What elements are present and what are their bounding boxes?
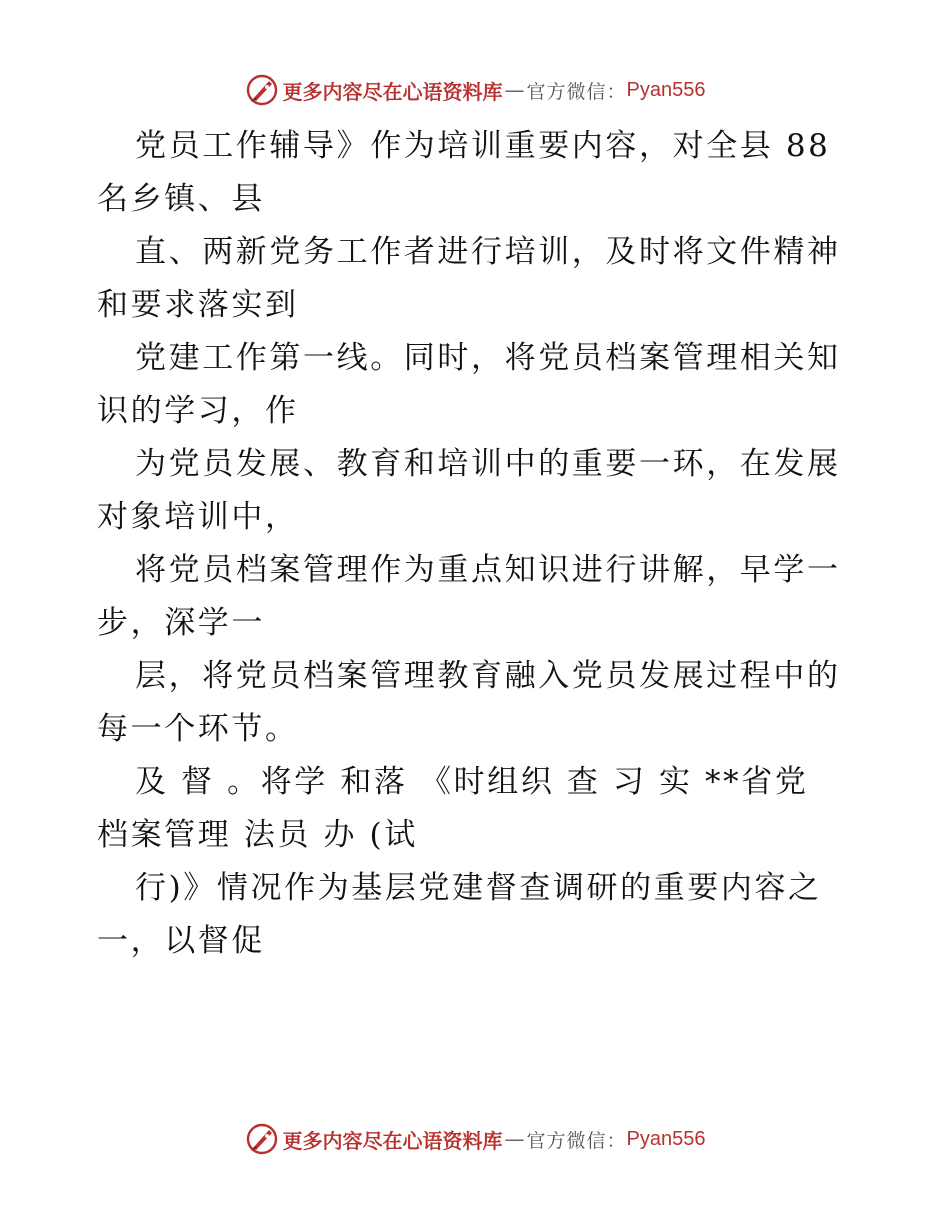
paragraph-line: 每一个环节。 xyxy=(97,711,299,747)
paragraph-line: 层，将党员档案管理教育融入党员发展过程中的 xyxy=(135,658,841,694)
paragraph-line: 及 督 。将学 和落 《时组织 查 习 实 **省党 xyxy=(135,764,809,800)
paragraph xyxy=(97,756,857,862)
paragraph-line: 档案管理 法员 办 (试 xyxy=(97,817,418,853)
document-body xyxy=(97,120,857,968)
paragraph-line: 步，深学一 xyxy=(97,605,265,641)
footer-separator: — xyxy=(504,1127,525,1151)
paragraph xyxy=(97,544,857,650)
header-brand-text: 更多内容尽在心语资料库 xyxy=(282,79,503,104)
header-separator: — xyxy=(504,78,525,102)
paragraph xyxy=(97,438,857,544)
quill-logo-icon xyxy=(245,1122,279,1156)
footer-wechat-label: 官方微信： xyxy=(526,1129,627,1152)
paragraph xyxy=(97,332,857,438)
paragraph-line: 对象培训中， xyxy=(97,499,299,535)
paragraph-line: 识的学习，作 xyxy=(97,393,299,429)
footer-wechat-id: Pyan556 xyxy=(626,1127,706,1150)
header-wechat-label: 官方微信： xyxy=(526,80,627,103)
paragraph-line: 行)》情况作为基层党建督查调研的重要内容之 xyxy=(135,870,822,906)
paragraph xyxy=(97,226,857,332)
paragraph xyxy=(97,120,857,226)
paragraph-line: 将党员档案管理作为重点知识进行讲解，早学一 xyxy=(135,552,841,588)
paragraph xyxy=(97,862,857,968)
paragraph-line: 一，以督促 xyxy=(97,923,265,959)
paragraph-line: 和要求落实到 xyxy=(97,287,299,323)
paragraph-line: 为党员发展、教育和培训中的重要一环，在发展 xyxy=(135,446,841,482)
footer-watermark xyxy=(0,1119,950,1159)
paragraph-line: 党建工作第一线。同时，将党员档案管理相关知 xyxy=(135,340,841,376)
footer-brand-text: 更多内容尽在心语资料库 xyxy=(282,1128,503,1153)
paragraph-line: 党员工作辅导》作为培训重要内容，对全县 88 xyxy=(135,128,831,164)
header-wechat-id: Pyan556 xyxy=(626,78,706,101)
quill-logo-icon xyxy=(245,73,279,107)
paragraph-line: 直、两新党务工作者进行培训，及时将文件精神 xyxy=(135,234,841,270)
paragraph xyxy=(97,650,857,756)
header-watermark xyxy=(0,70,950,110)
paragraph-line: 名乡镇、县 xyxy=(97,181,265,217)
